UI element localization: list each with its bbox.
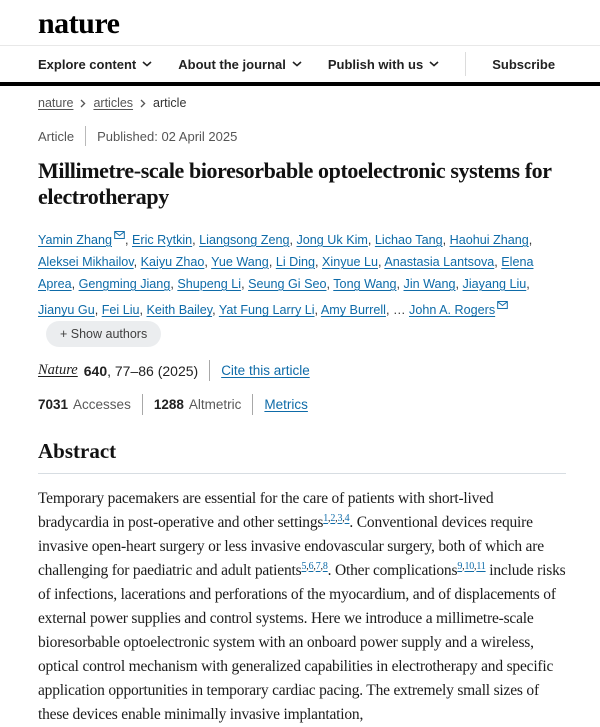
reference-link[interactable]: 7 — [315, 561, 321, 572]
author-link[interactable]: Jianyu Gu — [38, 303, 95, 318]
journal-link[interactable]: Nature — [38, 362, 78, 379]
nav-item[interactable]: Publish with us — [328, 57, 439, 72]
author-link[interactable]: Keith Bailey — [146, 303, 213, 318]
email-icon[interactable] — [114, 230, 125, 242]
author-link[interactable]: Haohui Zhang — [449, 232, 529, 247]
show-authors-button[interactable]: + Show authors — [46, 321, 161, 347]
reference-group: 5,6,7,8 — [301, 561, 328, 572]
author-link[interactable]: Li Ding — [275, 254, 316, 269]
author-link[interactable]: Jiayang Liu — [462, 276, 527, 291]
nav-subscribe[interactable]: Subscribe — [492, 56, 556, 72]
metrics-link[interactable]: Metrics — [264, 397, 308, 413]
chevron-down-icon — [429, 61, 439, 67]
cite-this-article-link[interactable]: Cite this article — [221, 363, 310, 379]
author-link[interactable]: Elena Aprea — [38, 254, 534, 291]
author-link[interactable]: Yue Wang — [211, 254, 269, 269]
nav-item[interactable]: Explore content — [38, 57, 152, 72]
chevron-down-icon — [292, 61, 302, 67]
article-title: Millimetre-scale bioresorbable optoelectronic systems for electrotherapy — [38, 158, 552, 210]
metrics-row — [38, 394, 566, 415]
site-header — [0, 0, 600, 86]
author-link[interactable]: Jong Uk Kim — [296, 232, 368, 247]
author-link[interactable]: Jin Wang — [403, 276, 456, 291]
author-link[interactable]: Liangsong Zeng — [199, 232, 290, 247]
altmetric-label: Altmetric — [188, 397, 242, 413]
nav-items — [38, 57, 439, 72]
reference-link[interactable]: 1 — [323, 513, 329, 524]
author-link[interactable]: John A. Rogers — [409, 303, 496, 318]
reference-link[interactable]: 3 — [337, 513, 343, 524]
reference-link[interactable]: 11 — [476, 561, 486, 572]
author-link[interactable]: Anastasia Lantsova — [384, 254, 495, 269]
chevron-right-icon — [140, 99, 146, 108]
reference-link[interactable]: 9 — [457, 561, 463, 572]
article-meta-row — [38, 126, 566, 146]
abstract-text: Temporary pacemakers are essential for the care of patients with short-lived bradycardia in post-operative and other settings$^{1,2,3,4}$. Conventional devices require invasive open-heart surgery or less invasive endovascular surgery, both of which are challenging for paediatric and adult patients$^{5,6,7,8}$. Other complications$^{9,10,11}$ include risks of infections, lacerations and perforations of the myocardium, and of displacements of external power supplies and control systems. Here we introduce a millimetre-scale bioresorbable optoelectronic system with an onboard power supply and a wireless, optical control mechanism with generalized capabilities in electrotherapy and specific application opportunities in temporary cardiac pacing. The extremely small sizes of these devices enable minimally invasive implantation, — [38, 490, 566, 724]
author-link[interactable]: Seung Gi Seo — [248, 276, 327, 291]
email-icon[interactable] — [497, 300, 508, 312]
author-link[interactable]: Shupeng Li — [177, 276, 242, 291]
breadcrumb-articles[interactable]: articles — [93, 96, 134, 110]
nav-divider — [465, 52, 466, 76]
author-link[interactable]: Yat Fung Larry Li — [218, 303, 315, 318]
author-link[interactable]: Aleksei Mikhailov — [38, 254, 134, 269]
breadcrumb-nature[interactable]: nature — [38, 96, 74, 110]
abstract-section — [38, 439, 566, 727]
abstract-divider — [38, 473, 566, 474]
article-type-label: Article — [38, 128, 75, 144]
author-link[interactable]: Xinyue Lu — [322, 254, 379, 269]
chevron-right-icon — [80, 99, 86, 108]
citation-divider — [209, 360, 210, 381]
metrics-divider-2 — [252, 394, 253, 415]
breadcrumb — [38, 96, 566, 110]
nav-item[interactable]: About the journal — [178, 57, 302, 72]
reference-link[interactable]: 4 — [344, 513, 350, 524]
main-nav — [0, 45, 600, 86]
published-date: Published: 02 April 2025 — [97, 128, 238, 144]
author-link[interactable]: Eric Rytkin — [131, 232, 193, 247]
author-link[interactable]: Fei Liu — [101, 303, 140, 318]
nature-logo[interactable]: nature — [38, 7, 120, 40]
author-link[interactable]: Tong Wang — [333, 276, 397, 291]
altmetric-count: 1288 — [153, 397, 184, 413]
abstract-heading: Abstract — [38, 439, 117, 464]
pages-year: , 77–86 (2025) — [107, 362, 199, 379]
author-link[interactable]: Yamin Zhang — [38, 232, 112, 247]
reference-group: 9,10,11 — [457, 561, 486, 572]
meta-divider — [85, 126, 86, 146]
breadcrumb-article: article — [153, 96, 187, 110]
article-page — [0, 96, 600, 727]
citation-row — [38, 360, 566, 381]
accesses-count: 7031 — [38, 397, 69, 413]
author-link[interactable]: Amy Burrell — [320, 303, 386, 318]
author-link[interactable]: Gengming Jiang — [78, 276, 171, 291]
author-link[interactable]: Lichao Tang — [374, 232, 443, 247]
volume-number: 640 — [83, 362, 108, 379]
reference-link[interactable]: 5 — [301, 561, 307, 572]
reference-link[interactable]: 2 — [330, 513, 336, 524]
reference-link[interactable]: 10 — [464, 561, 475, 572]
logo-row — [0, 0, 600, 45]
chevron-down-icon — [142, 61, 152, 67]
accesses-label: Accesses — [73, 397, 131, 413]
reference-link[interactable]: 8 — [322, 561, 328, 572]
author-link[interactable]: Kaiyu Zhao — [140, 254, 205, 269]
metrics-divider-1 — [142, 394, 143, 415]
reference-group: 1,2,3,4 — [323, 513, 350, 524]
reference-link[interactable]: 6 — [308, 561, 314, 572]
author-list: Yamin Zhang , Eric Rytkin, Liangsong Zeng, Jong Uk Kim, Lichao Tang, Haohui Zhang, Aleksei Mikhailov, Kaiyu Zhao, Yue Wang, Li Ding, Xinyue Lu, Anastasia Lantsova, Elena Aprea, Gengming Jiang, Shupeng Li, Seung Gi Seo, Tong Wang, Jin Wang, Jiayang Liu, Jianyu Gu, Fei Liu, Keith Bailey, Yat Fung Larry Li, Amy Burrell, … John A. Rogers+ Show authors — [38, 225, 566, 347]
